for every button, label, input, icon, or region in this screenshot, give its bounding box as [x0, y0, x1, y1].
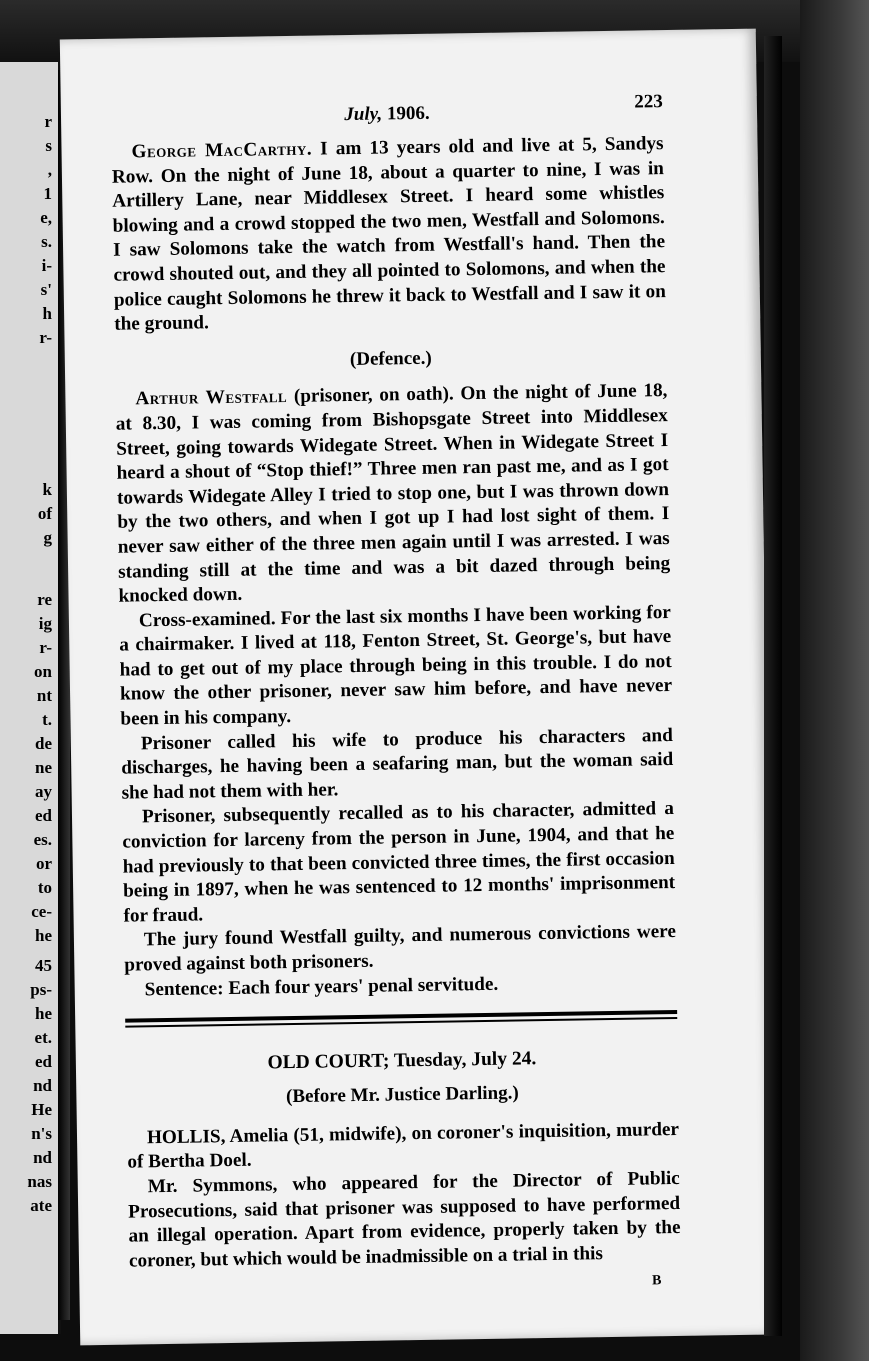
westfall-testimony — [115, 379, 670, 609]
facing-page-text-fragment: nas — [27, 1172, 52, 1191]
court-heading: OLD COURT; Tuesday, July 24. — [267, 1047, 537, 1074]
facing-page-text-fragment: r- — [39, 328, 52, 347]
cross-examination: Cross-examined. For the last six months I have been working for a chairmaker. I lived at 118, Fenton Street, St. George's, but have had to get out of my place through being in this trouble. I do not know the other prisoner, never saw him before, and have never been in his company. — [119, 601, 673, 730]
facing-page-text-fragment: nd — [33, 1148, 52, 1167]
facing-page-text-fragment: 45 — [35, 956, 52, 975]
facing-page-text-fragment: re — [37, 590, 52, 609]
sentence-paragraph: Sentence: Each four years' penal servitude. — [144, 973, 499, 1000]
facing-page-text-fragment: t. — [42, 710, 52, 729]
facing-page-text-fragment: r- — [39, 638, 52, 657]
facing-page-text-fragment: ay — [35, 782, 52, 801]
facing-page-text-fragment: ed — [35, 806, 52, 825]
photo-background-right — [800, 0, 869, 1361]
wife-called-paragraph: Prisoner called his wife to produce his characters and discharges, he having been a seafaring man, but the woman said she had not them with her. — [121, 724, 674, 804]
facing-page-text-fragment: es. — [33, 830, 52, 849]
facing-page-text-fragment: ed — [35, 1052, 52, 1071]
verdict-paragraph: The jury found Westfall guilty, and numerous convictions were proved against both prisoners. — [124, 921, 677, 976]
facing-page-text-fragment: h — [42, 304, 52, 323]
page-content — [111, 91, 682, 1303]
testimony-text: (prisoner, on oath). On the night of June 18, at 8.30, I was coming from Bishopsgate Street into Middlesex Street, going towards Widegate Street. When in Widegate Street I heard a shout of “Stop thief!” Three men ran past me, and as I got towards Widegate Alley I tried to stop one, but I was thrown down by the two others, and when I got up I had lost sight of them. I never saw either of the three men again until I was arrested. I was standing still at the time and was a bit dazed through being knocked down. — [115, 380, 671, 607]
facing-page-text-fragment: s — [45, 136, 52, 155]
page-edge-shadow — [764, 36, 782, 1336]
judge-heading: (Before Mr. Justice Darling.) — [285, 1082, 519, 1108]
signature-mark: B — [651, 1273, 662, 1289]
facing-page-text-fragment: k — [42, 480, 52, 499]
recalled-paragraph: Prisoner, subsequently recalled as to his character, admitted a conviction for larceny from the person in June, 1904, and that he had previously to that been convicted three times, the first occasion being in 1897, when he was sentenced to 12 months' imprisonment for fraud. — [122, 798, 676, 927]
case-separator-rule — [125, 1010, 677, 1027]
defence-heading: (Defence.) — [349, 347, 432, 370]
facing-page-text-fragment: ps- — [30, 980, 52, 999]
running-head-month: July, — [344, 103, 383, 126]
facing-page-text-fragment: to — [37, 878, 52, 897]
facing-page-text-fragment: s. — [41, 232, 52, 251]
facing-page-text-fragment: nd — [33, 1076, 52, 1095]
facing-page-text-fragment: on — [34, 662, 52, 681]
facing-page-strip — [0, 62, 61, 1334]
running-head-year: 1906. — [386, 102, 430, 125]
symmons-paragraph: Mr. Symmons, who appeared for the Director of Public Prosecutions, said that prisoner was supposed to have performed an illegal operation. Apart from evidence, properly taken by the coroner, but which would be inadmissible on a trial in this — [128, 1168, 681, 1272]
facing-page-text-fragment: or — [35, 854, 52, 873]
book-page — [60, 29, 776, 1346]
facing-page-text-fragment: ate — [30, 1196, 52, 1215]
running-title — [111, 98, 663, 131]
prisoner-name: Arthur Westfall — [135, 386, 288, 410]
facing-page-text-fragment: e, — [40, 208, 52, 227]
facing-page-text-fragment: i- — [41, 256, 52, 275]
facing-page-text-fragment: ce- — [31, 902, 52, 921]
facing-page-text-fragment: 1 — [43, 184, 52, 203]
facing-page-text-fragment: of — [37, 504, 52, 523]
facing-page-text-fragment: g — [43, 528, 52, 547]
facing-page-text-fragment: he — [35, 1004, 52, 1023]
facing-page-text-fragment: He — [31, 1100, 52, 1119]
facing-page-text-fragment: de — [35, 734, 52, 753]
testimony-text: I am 13 years old and live at 5, Sandys Row. On the night of June 18, about a quarter to nine, I was in Artillery Lane, near Middlesex Street. I heard some whistles blowing and a crowd stopped the two men, Westfall and Solomons. I saw Solomons take the watch from Westfall's hand. Then the crowd shouted out, and they all pointed to Solomons, and when the police caught Solomons he threw it back to Westfall and I saw it on the ground. — [111, 133, 666, 335]
facing-page-text-fragment: et. — [34, 1028, 52, 1047]
witness-name: George MacCarthy. — [131, 138, 313, 163]
facing-page-text-fragment: s' — [40, 280, 52, 299]
facing-page-text-fragment: nt — [36, 686, 52, 705]
facing-page-text-fragment: ig — [38, 614, 52, 633]
hollis-case-paragraph: HOLLIS, Amelia (51, midwife), on coroner's inquisition, murder of Bertha Doel. — [127, 1118, 680, 1174]
facing-page-text-fragment: , — [47, 160, 52, 179]
facing-page-text-fragment: r — [44, 112, 52, 131]
facing-page-text-fragment: n's — [31, 1124, 52, 1143]
facing-page-text-fragment: ne — [35, 758, 52, 777]
facing-page-text-fragment: he — [35, 926, 52, 945]
page-number: 223 — [634, 91, 663, 113]
maccarthy-testimony — [111, 132, 666, 337]
